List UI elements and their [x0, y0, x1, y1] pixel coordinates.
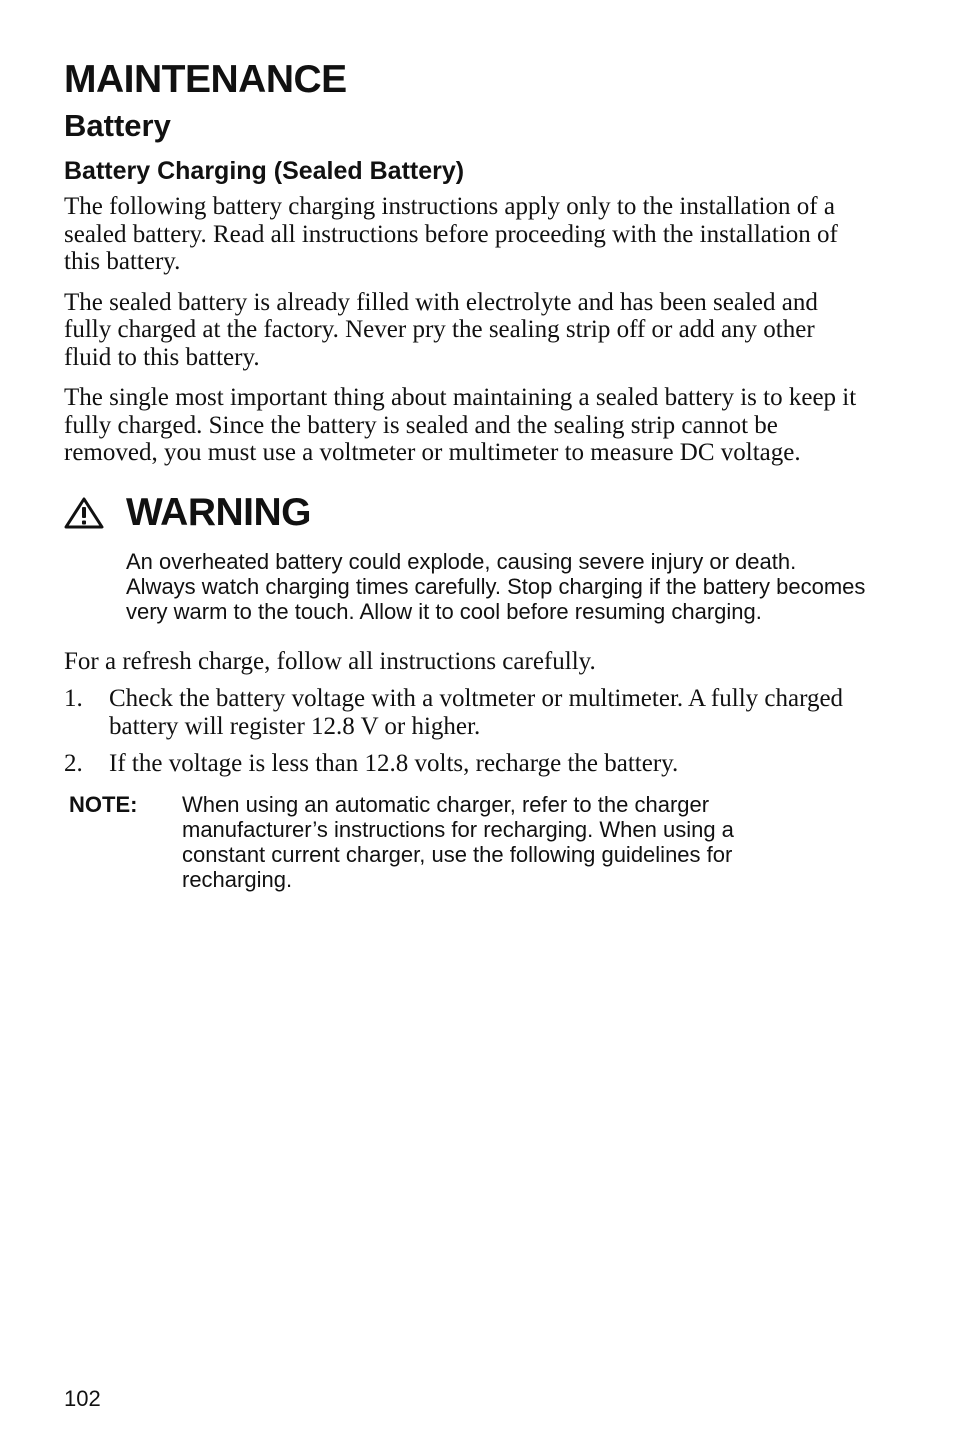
refresh-intro: For a refresh charge, follow all instructions carefully.	[64, 647, 596, 675]
page-number: 102	[64, 1386, 101, 1411]
subtopic-title: Battery Charging (Sealed Battery)	[64, 157, 465, 185]
topic-title: Battery	[64, 108, 171, 143]
intro-paragraph: The sealed battery is already filled with electrolyte and has been sealed and fully charged at the factory. Never pry the sealing strip off or add any other fluid to this battery.	[64, 288, 818, 371]
step-text: Check the battery voltage with a voltmeter or multimeter. A fully charged battery will register 12.8 V or higher.	[109, 685, 844, 740]
warning-block	[64, 491, 864, 624]
step-number: 2.	[64, 750, 83, 777]
step-number: 1.	[64, 685, 83, 712]
list-item	[64, 750, 864, 778]
steps-list	[64, 685, 864, 778]
note-block	[64, 792, 864, 892]
warning-header	[64, 491, 864, 535]
warning-title: WARNING	[126, 490, 311, 534]
warning-triangle-icon	[64, 497, 104, 529]
note-text: When using an automatic charger, refer to the charger manufacturer’s instructions for recharging. When using a constant current charger, use the following guidelines for recharging.	[182, 791, 734, 892]
manual-page	[64, 58, 864, 892]
list-item	[64, 685, 864, 740]
intro-paragraph: The following battery charging instructions apply only to the installation of a sealed battery. Read all instructions before proceeding with the installation of this battery.	[64, 193, 838, 275]
section-title: MAINTENANCE	[64, 58, 347, 101]
step-text: If the voltage is less than 12.8 volts, recharge the battery.	[109, 750, 679, 777]
note-label: NOTE:	[69, 791, 138, 817]
intro-paragraph: The single most important thing about maintaining a sealed battery is to keep it fully charged. Since the battery is sealed and the sealing strip cannot be removed, you must use a voltmeter or multimeter to measure DC voltage.	[64, 384, 857, 466]
warning-text: An overheated battery could explode, causing severe injury or death. Always watch charging times carefully. Stop charging if the battery becomes very warm to the touch. Allow it to cool before resuming charging.	[126, 548, 866, 624]
